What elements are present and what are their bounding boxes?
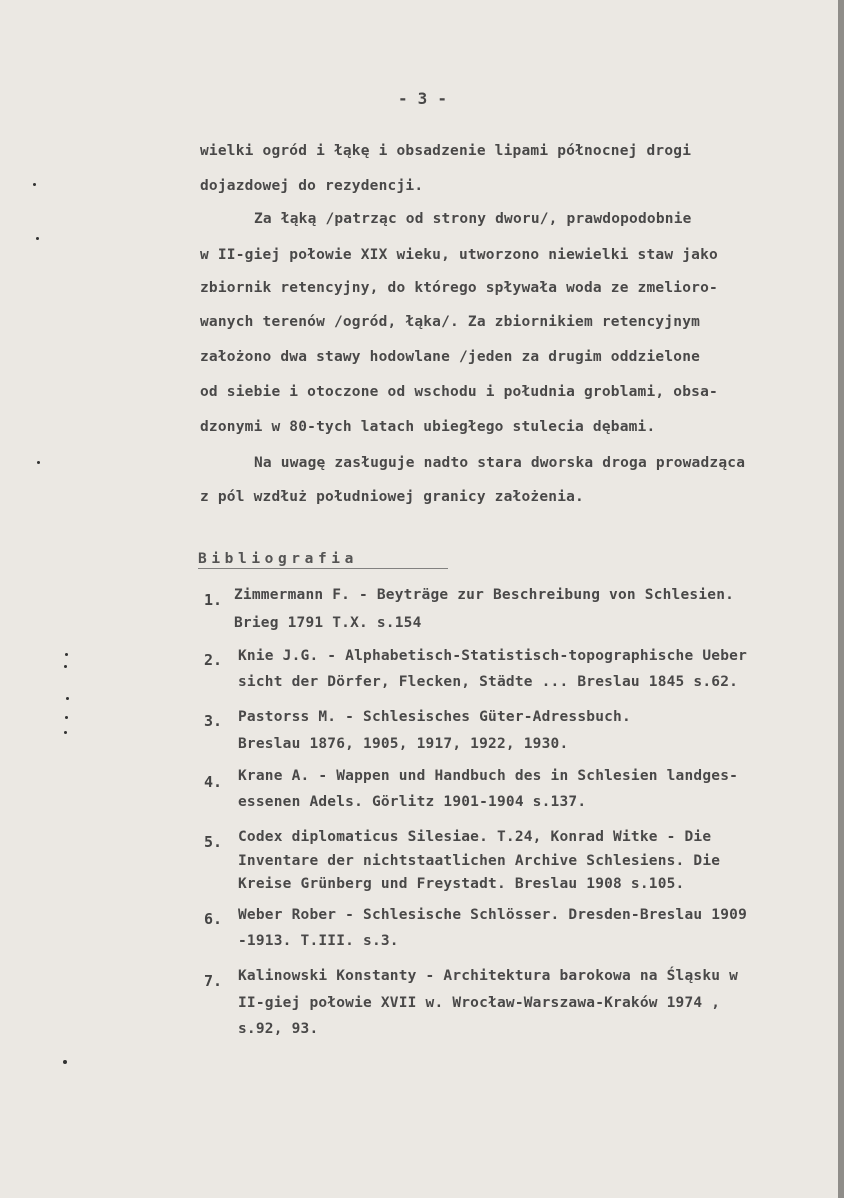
entry-number: 4. — [204, 773, 223, 791]
entry-line: Knie J.G. - Alphabetisch-Statistisch-topographische Ueber — [238, 648, 747, 664]
entry-number: 7. — [204, 972, 223, 990]
entry-line: sicht der Dörfer, Flecken, Städte ... Breslau 1845 s.62. — [238, 674, 739, 690]
body-line: z pól wzdłuż południowej granicy założenia. — [200, 489, 584, 505]
entry-number: 3. — [204, 712, 223, 730]
margin-mark — [37, 461, 40, 464]
entry-line: Breslau 1876, 1905, 1917, 1922, 1930. — [238, 736, 569, 752]
entry-line: essenen Adels. Görlitz 1901-1904 s.137. — [238, 794, 587, 810]
entry-number: 6. — [204, 910, 223, 928]
body-line: dzonymi w 80-tych latach ubiegłego stulecia dębami. — [200, 419, 656, 435]
margin-mark — [33, 183, 36, 186]
heading-underline — [198, 568, 448, 569]
body-line: od siebie i otoczone od wschodu i południa groblami, obsa- — [200, 384, 718, 400]
margin-mark — [66, 697, 69, 700]
entry-line: Krane A. - Wappen und Handbuch des in Schlesien landges- — [238, 768, 739, 784]
margin-mark — [63, 1060, 67, 1064]
body-line: zbiornik retencyjny, do którego spływała woda ze zmelioro- — [200, 280, 718, 296]
margin-mark — [64, 665, 67, 668]
body-line: wielki ogród i łąkę i obsadzenie lipami północnej drogi — [200, 143, 692, 159]
entry-line: Weber Rober - Schlesische Schlösser. Dresden-Breslau 1909 — [238, 907, 747, 923]
margin-mark — [65, 716, 68, 719]
entry-line: s.92, 93. — [238, 1021, 319, 1037]
entry-line: Kalinowski Konstanty - Architektura barokowa na Śląsku w — [238, 968, 739, 984]
page-number: - 3 - — [398, 89, 448, 108]
entry-line: II-giej połowie XVII w. Wrocław-Warszawa-Kraków 1974 , — [238, 995, 721, 1011]
margin-mark — [64, 731, 67, 734]
entry-line: Kreise Grünberg und Freystadt. Breslau 1908 s.105. — [238, 876, 685, 892]
body-line: Za łąką /patrząc od strony dworu/, prawdopodobnie — [254, 211, 692, 227]
entry-number: 5. — [204, 833, 223, 851]
entry-line: Zimmermann F. - Beyträge zur Beschreibung von Schlesien. — [234, 587, 735, 603]
entry-number: 2. — [204, 651, 223, 669]
bibliography-heading: Bibliografia — [198, 551, 358, 567]
body-line: założono dwa stawy hodowlane /jeden za drugim oddzielone — [200, 349, 701, 365]
entry-line: Pastorss M. - Schlesisches Güter-Adressbuch. — [238, 709, 631, 725]
entry-line: Inventare der nichtstaatlichen Archive Schlesiens. Die — [238, 853, 721, 869]
entry-line: -1913. T.III. s.3. — [238, 933, 399, 949]
margin-mark — [65, 653, 68, 656]
body-line: wanych terenów /ogród, łąka/. Za zbiornikiem retencyjnym — [200, 314, 701, 330]
body-line: Na uwagę zasługuje nadto stara dworska droga prowadząca — [254, 455, 746, 471]
entry-line: Codex diplomaticus Silesiae. T.24, Konrad Witke - Die — [238, 829, 712, 845]
page-edge-shadow — [838, 0, 844, 1198]
entry-line: Brieg 1791 T.X. s.154 — [234, 615, 422, 631]
body-line: dojazdowej do rezydencji. — [200, 178, 424, 194]
margin-mark — [36, 237, 39, 240]
body-line: w II-giej połowie XIX wieku, utworzono niewielki staw jako — [200, 247, 718, 263]
entry-number: 1. — [204, 591, 223, 609]
